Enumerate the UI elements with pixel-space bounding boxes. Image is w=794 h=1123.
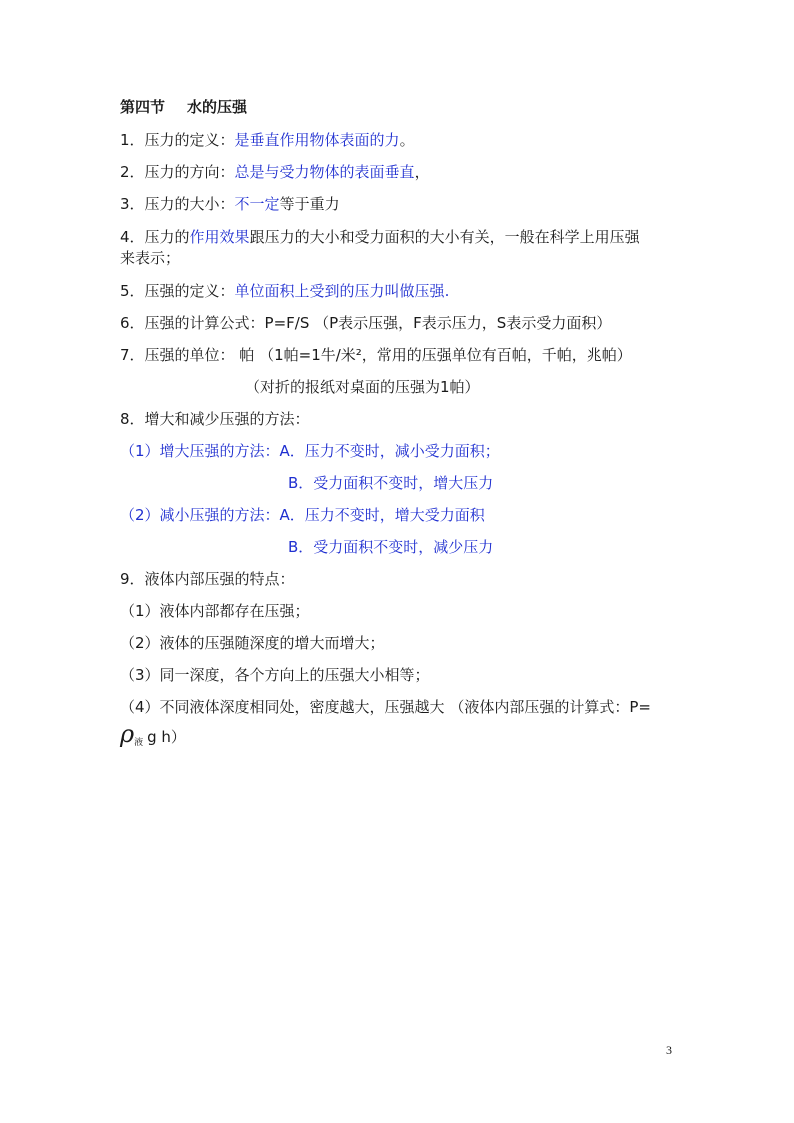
- item-4-highlight: 作用效果: [189, 228, 250, 246]
- rho-symbol: ρ: [120, 720, 135, 748]
- item-5-definition: 单位面积上受到的压力叫做压强: [234, 282, 445, 300]
- item-3: [120, 194, 340, 214]
- item-9-point-4: （4）不同液体深度相同处，密度越大，压强越大 （液体内部压强的计算式：P=: [120, 698, 651, 716]
- item-1-definition: 是垂直作用物体表面的力: [234, 131, 400, 149]
- item-2-definition: 总是与受力物体的表面垂直: [234, 163, 415, 181]
- formula-tail: g h）: [147, 728, 186, 746]
- item-4-label: 4．压力的: [120, 228, 190, 246]
- item-8-increase: （1）增大压强的方法：A．压力不变时，减小受力面积；: [120, 442, 500, 460]
- item-9-point-1: （1）液体内部都存在压强；: [120, 602, 310, 620]
- item-7-note: （对折的报纸对桌面的压强为1帕）: [245, 378, 480, 396]
- item-5-label: 5．压强的定义：: [120, 282, 235, 300]
- item-1-suffix: 。: [399, 131, 415, 149]
- item-8-decrease-b: B．受力面积不变时，减少压力: [288, 538, 494, 556]
- item-6: 6．压强的计算公式：P=F/S （P表示压强，F表示压力，S表示受力面积）: [120, 314, 612, 332]
- item-8-increase-b: B．受力面积不变时，增大压力: [288, 474, 494, 492]
- item-9: 9．液体内部压强的特点：: [120, 570, 295, 588]
- item-2-suffix: ，: [414, 163, 430, 181]
- section-number: 第四节: [120, 98, 166, 116]
- liquid-pressure-formula: [120, 720, 186, 753]
- item-3-definition: 不一定: [234, 195, 280, 213]
- section-title: [120, 97, 247, 117]
- page-number: 3: [666, 1043, 672, 1057]
- rho-subscript: 液: [134, 738, 144, 748]
- item-7: 7．压强的单位： 帕 （1帕=1牛/米²，常用的压强单位有百帕，千帕，兆帕）: [120, 346, 632, 364]
- item-1: [120, 130, 415, 150]
- item-4-text: 跟压力的大小和受力面积的大小有关，一般在科学上用压强: [249, 228, 640, 246]
- item-4: [120, 227, 640, 247]
- item-2: [120, 162, 430, 182]
- item-9-point-3: （3）同一深度，各个方向上的压强大小相等；: [120, 666, 430, 684]
- item-8: 8．增大和减少压强的方法：: [120, 410, 310, 428]
- item-3-suffix: 等于重力: [279, 195, 340, 213]
- item-9-point-2: （2）液体的压强随深度的增大而增大；: [120, 634, 385, 652]
- section-name: 水的压强: [187, 98, 248, 116]
- item-4-continuation: 来表示；: [120, 249, 181, 267]
- item-1-label: 1．压力的定义：: [120, 131, 235, 149]
- item-5-suffix: .: [444, 282, 450, 300]
- item-3-label: 3．压力的大小：: [120, 195, 235, 213]
- item-8-decrease: （2）减小压强的方法：A．压力不变时，增大受力面积: [120, 506, 485, 524]
- item-2-label: 2．压力的方向：: [120, 163, 235, 181]
- item-5: [120, 281, 449, 301]
